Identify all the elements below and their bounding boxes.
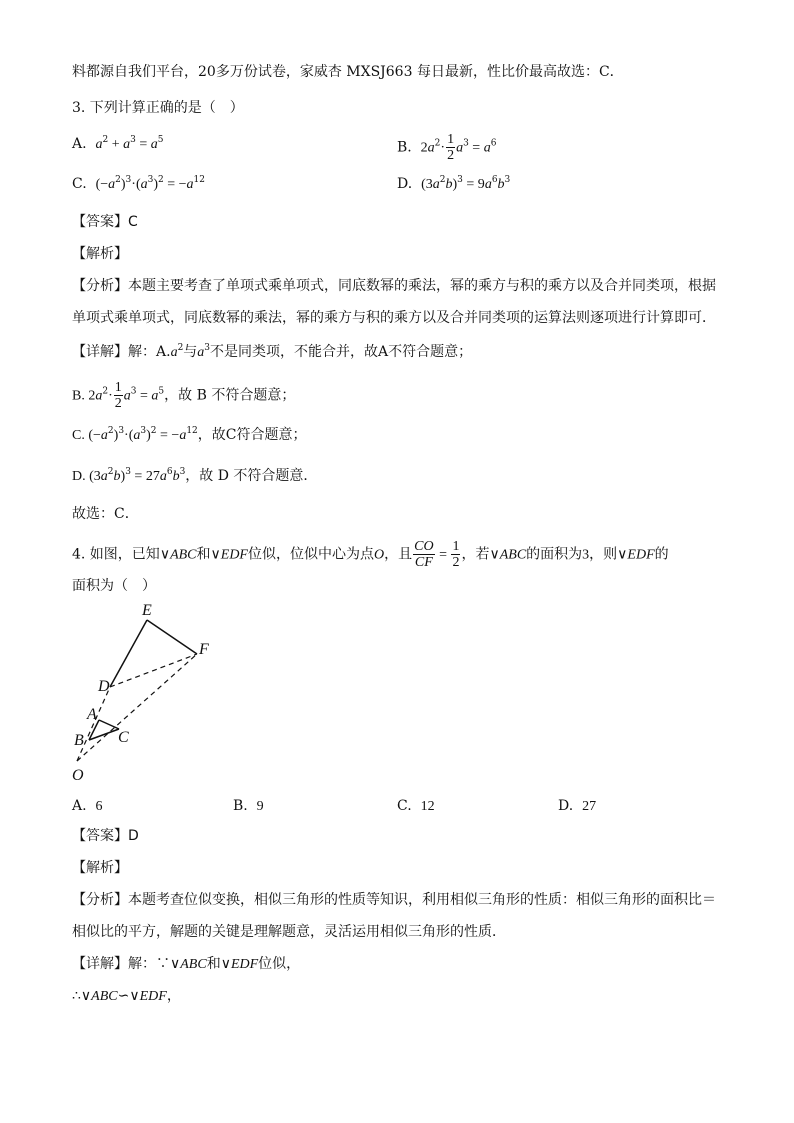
q3-fenxi-2: 单项式乘单项式，同底数幂的乘法，幂的乘方与积的乘方以及合并同类项的运算法则逐项进行计算即可． xyxy=(72,310,716,326)
segment-ac xyxy=(99,720,119,729)
q3-fenxi-1: 【分析】本题主要考查了单项式乘单项式，同底数幂的乘法，幂的乘方与积的乘方以及合并同类项，根据 xyxy=(72,278,716,294)
q3-detail-a: 【详解】解：$A.a^2$与$a^3$不是同类项，不能合并，故A不符合题意； xyxy=(72,343,473,360)
label-a: A xyxy=(87,706,97,723)
label-e: E xyxy=(142,602,152,619)
q4-fenxi-1: 【分析】本题考查位似变换，相似三角形的性质等知识，利用相似三角形的性质：相似三角形的面积比＝ xyxy=(72,892,716,908)
q4-option-b: B. 9 xyxy=(233,798,264,814)
q4-detail-2: ∴∨ABC∽∨EDF， xyxy=(72,988,181,1004)
q3-option-b: B. $2a^2\cdot$ $\frac{1}{2}$ $a^3 = a^6$ xyxy=(397,132,497,163)
q3-analysis-tag: 【解析】 xyxy=(72,246,128,262)
label-f: F xyxy=(199,641,209,658)
q3-stem: 3. 下列计算正确的是（ ） xyxy=(72,100,244,116)
q3-option-a: A. $a^2 + a^3 = a^5$ xyxy=(72,135,164,152)
q3-detail-d: D. $(3a^2b)^3 = 27a^6b^3$，故 D 不符合题意． xyxy=(72,467,318,484)
label-d: D xyxy=(98,678,110,695)
q4-stem-line-2: 面积为（ ） xyxy=(72,578,156,594)
q3-detail-b: B. $2a^2\cdot$ $\frac{1}{2}$ $a^3 = a^5$，故 B 不符合题意； xyxy=(72,380,296,411)
label-o: O xyxy=(72,767,84,784)
q3-conclusion: 故选：C． xyxy=(72,506,139,522)
q4-option-a: A. 6 xyxy=(72,798,103,814)
q3-option-c: C. $(-a^2)^3\cdot(a^3)^2 = -a^{12}$ xyxy=(72,175,205,192)
segment-ed xyxy=(110,620,147,687)
segment-ef xyxy=(147,620,197,654)
label-b: B xyxy=(74,732,84,749)
q4-fenxi-2: 相似比的平方，解题的关键是理解题意，灵活运用相似三角形的性质． xyxy=(72,924,506,940)
homothety-figure xyxy=(60,598,230,790)
ray-od xyxy=(77,687,110,761)
intro-line: 料都源自我们平台，20多万份试卷，家威杏 MXSJ663 每日最新，性比价最高故选：C． xyxy=(72,64,624,80)
q4-detail-1: 【详解】解：∵∨ABC和∨EDF位似， xyxy=(72,956,301,972)
q3-detail-c: C. $(-a^2)^3\cdot(a^3)^2 = -a^{12}$，故C符合题意； xyxy=(72,426,307,443)
q4-option-c: C. 12 xyxy=(397,798,435,814)
label-c: C xyxy=(118,729,129,746)
q3-option-d: D. $(3a^2b)^3 = 9a^6b^3$ xyxy=(397,175,511,192)
q4-option-d: D. 27 xyxy=(558,798,597,814)
q3-answer: 【答案】C xyxy=(72,214,138,230)
segment-df xyxy=(110,654,197,687)
q4-analysis-tag: 【解析】 xyxy=(72,860,128,876)
q4-answer: 【答案】D xyxy=(72,828,139,844)
q4-stem-line-1: 4. 如图，已知∨ABC和∨EDF位似，位似中心为点O，且 $\frac{CO}{CF}$ = $\frac{1}{2}$ ，若∨ABC的面积为3，则∨EDF的 xyxy=(72,539,669,570)
